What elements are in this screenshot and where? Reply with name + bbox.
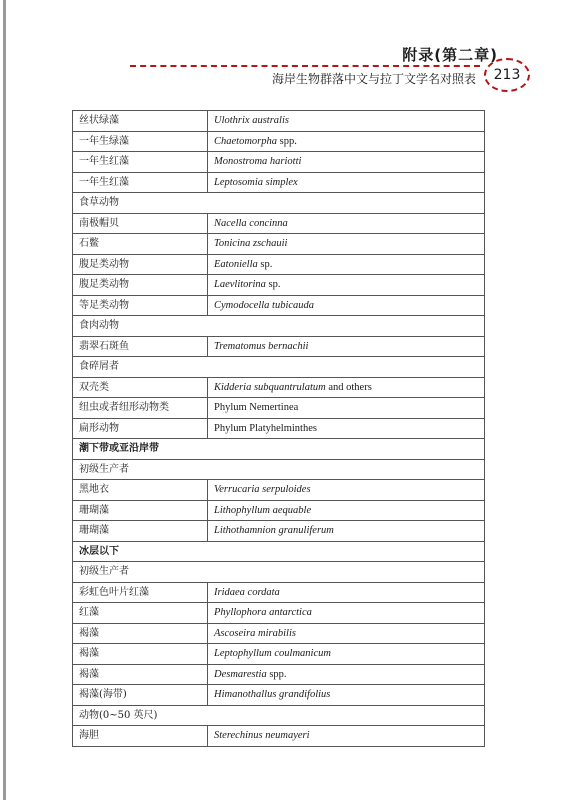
chinese-name-cell: 褐藻 [73,664,208,685]
table-row [73,582,485,603]
chinese-name-cell: 珊瑚藻 [73,500,208,521]
table-row [73,152,485,173]
group-row [73,705,485,726]
species-table [72,110,485,747]
chinese-name-cell: 红藻 [73,603,208,624]
latin-name-cell [208,500,485,521]
latin-name-cell [208,398,485,419]
table-row [73,644,485,665]
table-row [73,377,485,398]
table-row [73,623,485,644]
section-row [73,541,485,562]
page-edge [3,0,6,800]
table-row [73,480,485,501]
chinese-name-cell: 一年生绿藻 [73,131,208,152]
table-row [73,172,485,193]
group-row [73,316,485,337]
latin-name-cell [208,603,485,624]
table-row [73,664,485,685]
table-row [73,521,485,542]
latin-name-cell [208,623,485,644]
section-heading: 潮下带或亚沿岸带 [73,439,485,460]
latin-genus-species: Chaetomorpha [214,135,277,147]
chinese-name-cell: 石鳖 [73,234,208,255]
group-heading: 初级生产者 [73,459,485,480]
latin-genus-species: Eatoniella [214,258,258,270]
latin-qualifier: spp. [277,135,297,147]
latin-genus-species: Leptophyllum coulmanicum [214,648,331,660]
table-row [73,131,485,152]
latin-genus-species: Leptosomia simplex [214,176,298,188]
latin-name-cell [208,726,485,747]
group-row [73,459,485,480]
chinese-name-cell: 珊瑚藻 [73,521,208,542]
latin-name-cell [208,582,485,603]
table-row [73,726,485,747]
page-header [130,40,530,92]
group-row [73,562,485,583]
chinese-name-cell: 褐藻(海带) [73,685,208,706]
latin-genus-species: Lithothamnion granuliferum [214,525,334,537]
chinese-name-cell: 褐藻 [73,644,208,665]
latin-qualifier: sp. [257,258,273,270]
table-row [73,295,485,316]
latin-name-cell [208,295,485,316]
table-row [73,254,485,275]
latin-name-cell [208,418,485,439]
latin-name-cell [208,664,485,685]
table-row [73,418,485,439]
chinese-name-cell: 腹足类动物 [73,254,208,275]
chinese-name-cell: 褐藻 [73,623,208,644]
table-body [73,111,485,747]
group-heading: 食草动物 [73,193,485,214]
latin-genus-species: Ascoseira mirabilis [214,627,296,639]
latin-genus-species: Nacella concinna [214,217,288,229]
latin-name-cell [208,111,485,132]
chinese-name-cell: 丝状绿藻 [73,111,208,132]
table-row [73,685,485,706]
latin-name-cell [208,131,485,152]
latin-genus-species: Trematomus bernachii [214,340,309,352]
latin-genus-species: Kidderia subquantrulatum [214,381,326,393]
group-heading: 食碎屑者 [73,357,485,378]
table-row [73,234,485,255]
group-row [73,193,485,214]
latin-qualifier: Phylum Nemertinea [214,402,299,414]
table-row [73,213,485,234]
latin-genus-species: Cymodocella tubicauda [214,299,315,311]
latin-qualifier: sp. [265,279,281,291]
latin-genus-species: Verrucaria serpuloides [214,484,311,496]
latin-name-cell [208,254,485,275]
latin-name-cell [208,275,485,296]
latin-name-cell [208,234,485,255]
chinese-name-cell: 一年生红藻 [73,172,208,193]
chinese-name-cell: 翡翠石斑鱼 [73,336,208,357]
latin-name-cell [208,213,485,234]
chinese-name-cell: 一年生红藻 [73,152,208,173]
latin-genus-species: Lithophyllum aequable [214,504,312,516]
latin-name-cell [208,172,485,193]
table-row [73,336,485,357]
latin-name-cell [208,521,485,542]
section-heading: 冰层以下 [73,541,485,562]
table-row [73,275,485,296]
chinese-name-cell: 扁形动物 [73,418,208,439]
group-row [73,357,485,378]
latin-name-cell [208,336,485,357]
latin-genus-species: Sterechinus neumayeri [214,730,310,742]
table-row [73,111,485,132]
latin-genus-species: Iridaea cordata [214,586,280,598]
table-row [73,603,485,624]
latin-name-cell [208,480,485,501]
group-heading: 动物(0~50 英尺) [73,705,485,726]
latin-name-cell [208,644,485,665]
header-rule [130,65,480,67]
latin-qualifier: spp. [266,668,287,680]
chinese-name-cell: 南极帽贝 [73,213,208,234]
latin-genus-species: Ulothrix australis [214,115,289,127]
latin-genus-species: Desmarestia [214,668,267,680]
chinese-name-cell: 海胆 [73,726,208,747]
section-row [73,439,485,460]
page-subtitle: 海岸生物群落中文与拉丁文学名对照表 [271,72,476,86]
chinese-name-cell: 腹足类动物 [73,275,208,296]
latin-genus-species: Monostroma hariotti [214,156,302,168]
latin-genus-species: Phyllophora antarctica [214,607,312,619]
group-heading: 初级生产者 [73,562,485,583]
page-number: 213 [484,58,530,92]
table-row [73,398,485,419]
latin-qualifier: and others [325,381,372,393]
latin-genus-species: Himanothallus grandifolius [214,689,331,701]
chinese-name-cell: 黑地衣 [73,480,208,501]
group-heading: 食肉动物 [73,316,485,337]
latin-qualifier: Phylum Platyhelminthes [214,422,317,434]
latin-name-cell [208,377,485,398]
chinese-name-cell: 等足类动物 [73,295,208,316]
table-row [73,500,485,521]
chinese-name-cell: 彩虹色叶片红藻 [73,582,208,603]
latin-name-cell [208,685,485,706]
latin-genus-species: Tonicina zschauii [214,238,288,250]
latin-name-cell [208,152,485,173]
chinese-name-cell: 纽虫或者纽形动物类 [73,398,208,419]
latin-genus-species: Laevlitorina [214,279,266,291]
appendix-title: 附录(第二章) [402,46,498,64]
chinese-name-cell: 双壳类 [73,377,208,398]
